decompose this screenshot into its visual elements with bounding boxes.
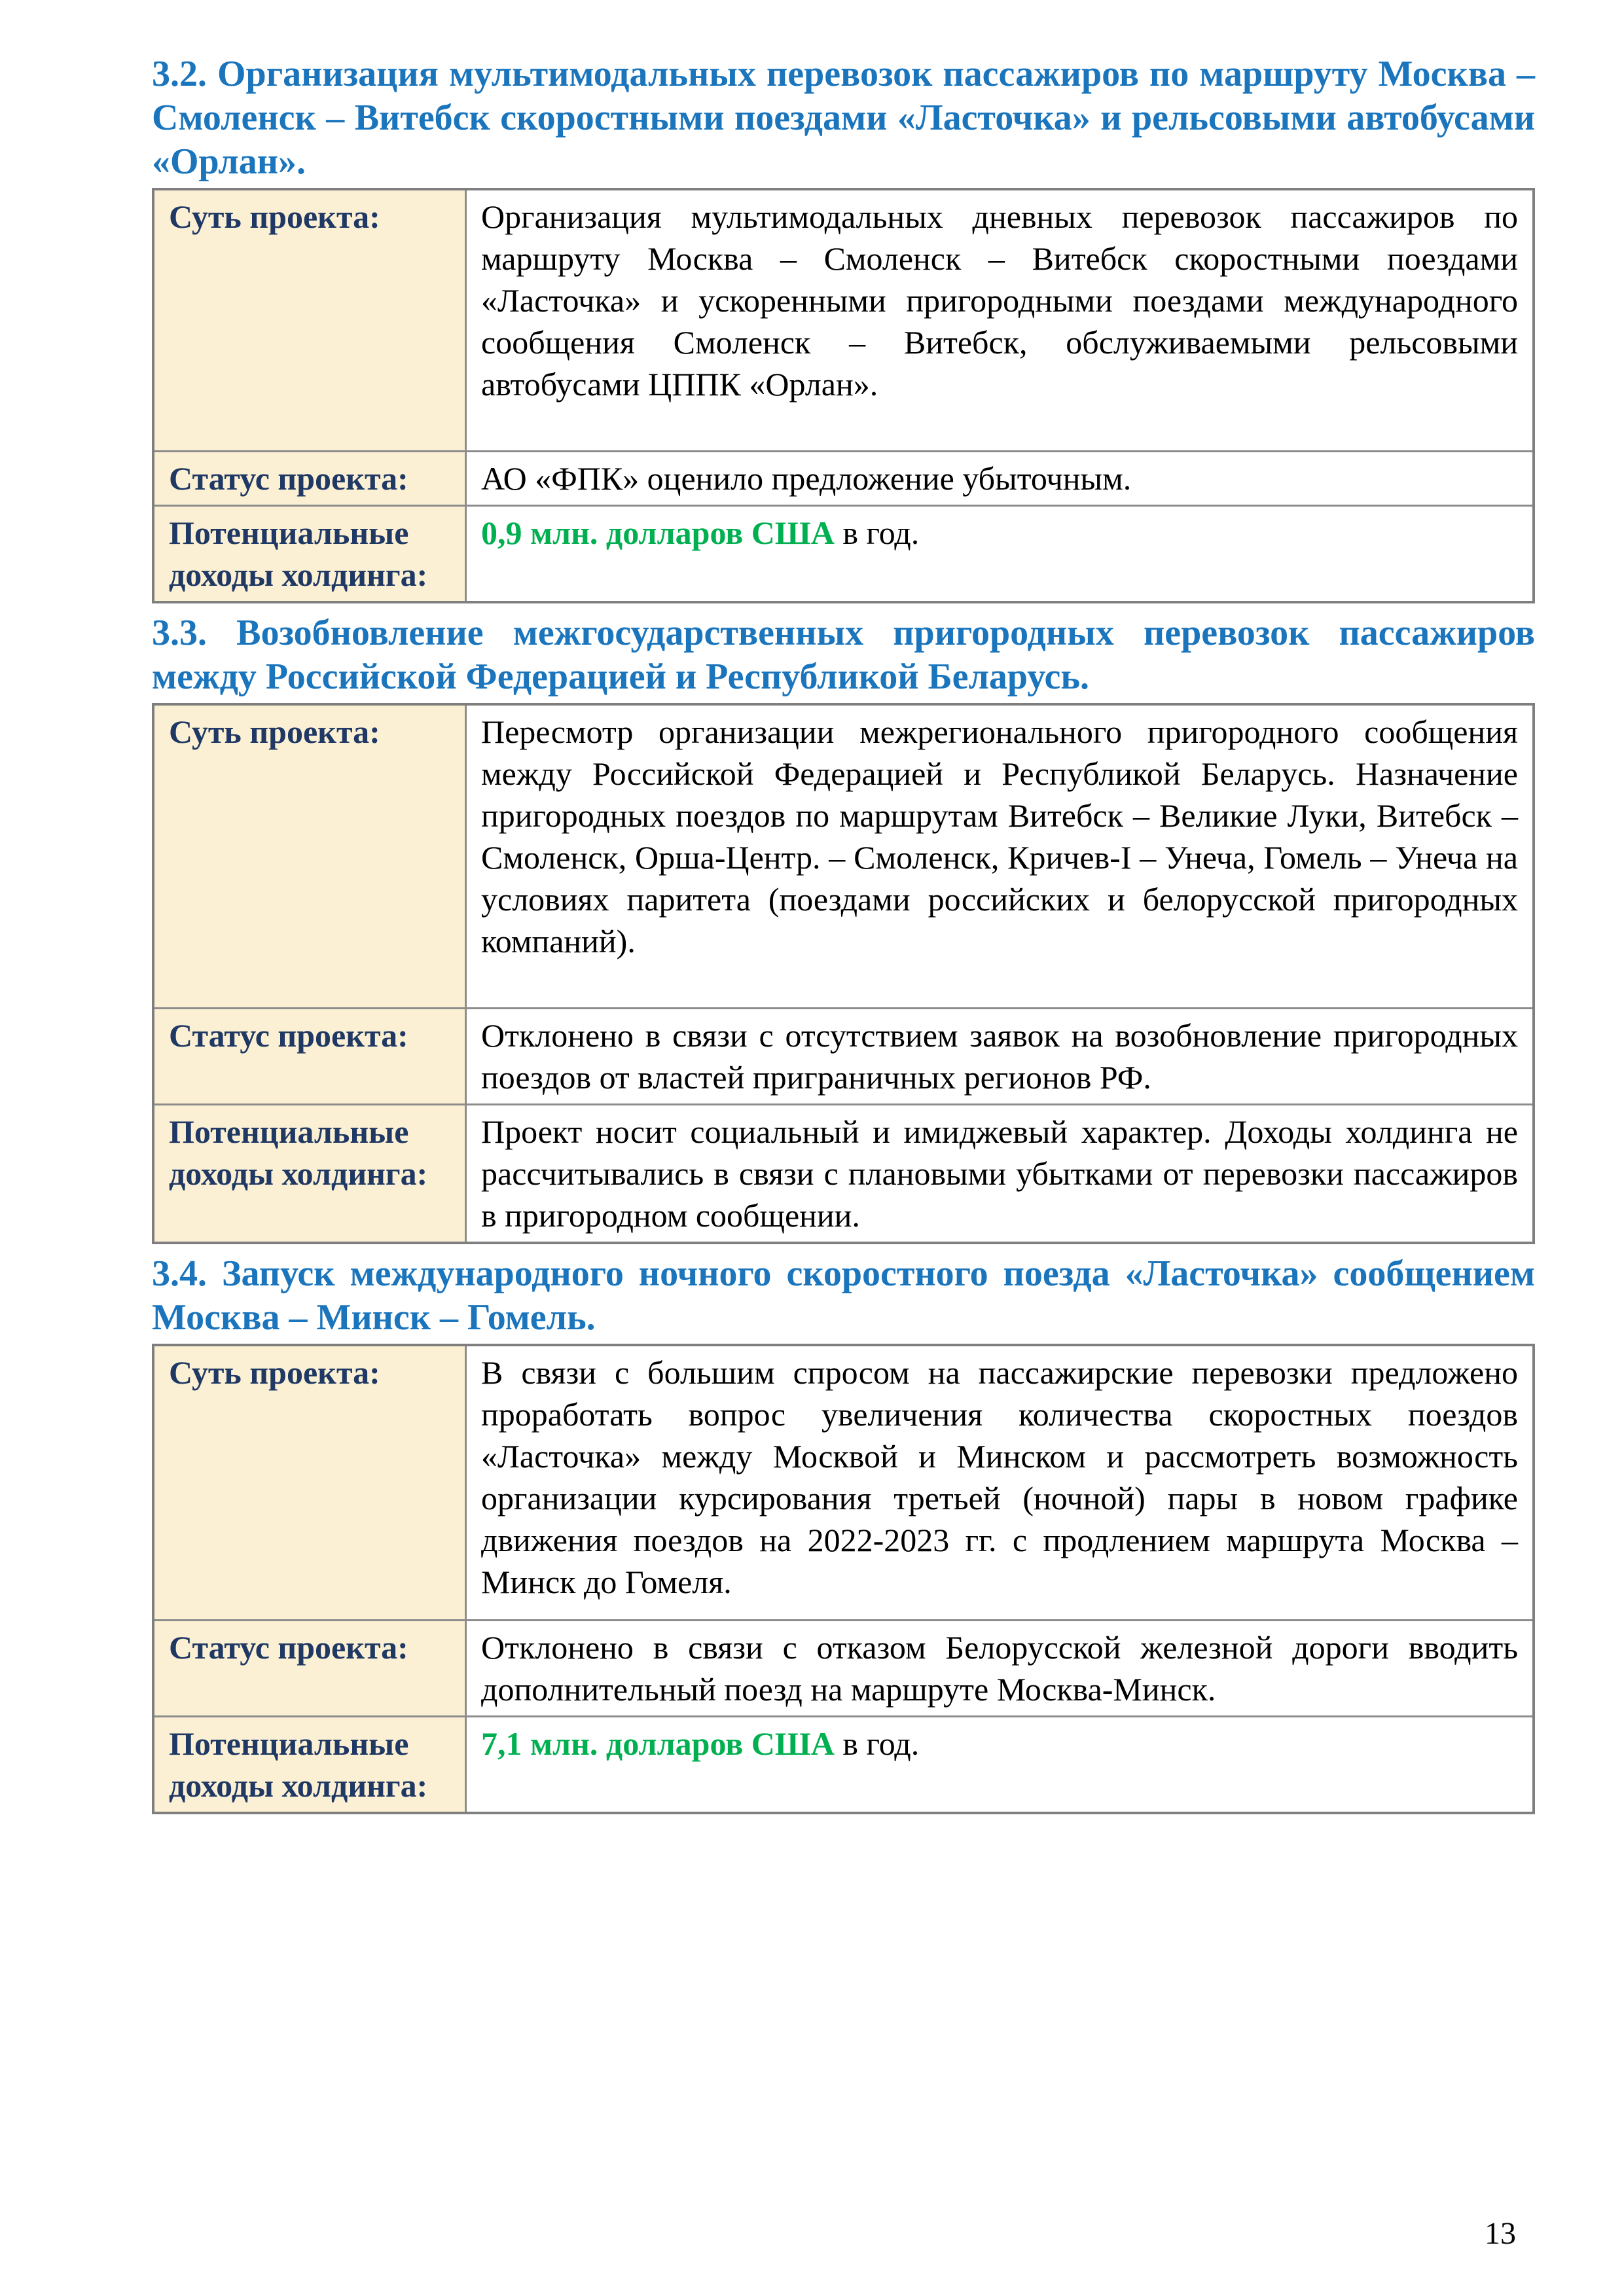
table-row [153,704,1534,1009]
income-amount-suffix: в год. [834,514,920,551]
table-row [153,1345,1534,1620]
table-row [153,189,1534,451]
section-heading-3-4: 3.4. Запуск международного ночного скоростного поезда «Ласточка» сообщением Москва – Минск – Гомель. [152,1253,1535,1338]
table-row [153,1620,1534,1716]
section-heading-3-2: 3.2. Организация мультимодальных перевозок пассажиров по маршруту Москва – Смоленск – Витебск скоростными поездами «Ласточка» и рельсовыми автобусами «Орлан». [152,54,1535,182]
income-label: Потенциальные доходы холдинга: [153,1716,466,1813]
project-table-3-3 [152,703,1535,1245]
status-value: Отклонено в связи с отсутствием заявок на возобновление пригородных поездов от властей приграничных регионов РФ. [466,1009,1534,1105]
essence-value: В связи с большим спросом на пассажирские перевозки предложено проработать вопрос увеличения количества скоростных поездов «Ласточка» между Москвой и Минском и рассмотреть возможность организации курсирования третьей (ночной) пары в новом графике движения поездов на 2022-2023 гг. с продлением маршрута Москва – Минск до Гомеля. [466,1345,1534,1620]
page-number: 13 [1485,2216,1516,2251]
essence-label: Суть проекта: [153,189,466,451]
status-label: Статус проекта: [153,451,466,505]
essence-value: Пересмотр организации межрегионального пригородного сообщения между Российской Федерацией и Республикой Беларусь. Назначение пригородных поездов по маршрутам Витебск – Великие Луки, Витебск – Смоленск, Орша-Центр. – Смоленск, Кричев-I – Унеча, Гомель – Унеча на условиях паритета (поездами российских и белорусской пригородных компаний). [466,704,1534,1009]
table-row [153,1716,1534,1813]
essence-label: Суть проекта: [153,1345,466,1620]
status-label: Статус проекта: [153,1620,466,1716]
table-row [153,1009,1534,1105]
status-label: Статус проекта: [153,1009,466,1105]
project-table-3-2 [152,188,1535,603]
income-amount: 7,1 млн. долларов США [481,1725,835,1762]
income-value: Проект носит социальный и имиджевый характер. Доходы холдинга не рассчитывались в связи с плановыми убытками от перевозки пассажиров в пригородном сообщении. [466,1105,1534,1244]
status-value: АО «ФПК» оценило предложение убыточным. [466,451,1534,505]
income-value [466,1716,1534,1813]
essence-value: Организация мультимодальных дневных перевозок пассажиров по маршруту Москва – Смоленск – Витебск скоростными поездами «Ласточка» и ускоренными пригородными поездами международного сообщения Смоленск – Витебск, обслуживаемыми рельсовыми автобусами ЦППК «Орлан». [466,189,1534,451]
income-amount-suffix: в год. [834,1725,920,1762]
project-table-3-4 [152,1344,1535,1814]
page-content [152,52,1535,1814]
status-value: Отклонено в связи с отказом Белорусской железной дороги вводить дополнительный поезд на маршруте Москва-Минск. [466,1620,1534,1716]
income-label: Потенциальные доходы холдинга: [153,505,466,602]
table-row [153,451,1534,505]
income-amount: 0,9 млн. долларов США [481,514,835,551]
essence-label: Суть проекта: [153,704,466,1009]
table-row [153,505,1534,602]
income-label: Потенциальные доходы холдинга: [153,1105,466,1244]
income-value [466,505,1534,602]
table-row [153,1105,1534,1244]
section-heading-3-3: 3.3. Возобновление межгосударственных пригородных перевозок пассажиров между Российской Федерацией и Республикой Беларусь. [152,612,1535,697]
